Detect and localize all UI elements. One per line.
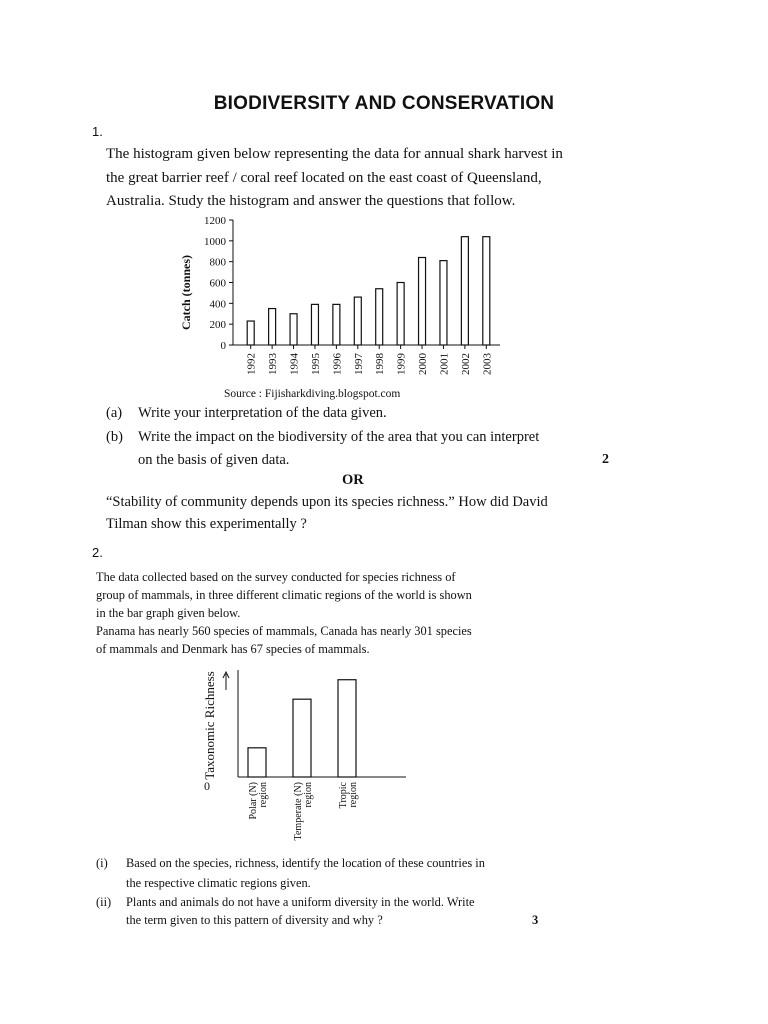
q1-or: OR [342,472,364,488]
chart2-bars [248,680,356,777]
question-2-intro [96,568,546,658]
bar [269,309,276,345]
y-tick-label: 1200 [204,215,226,227]
y-tick-label: 1000 [204,235,226,248]
bar [483,237,490,345]
q2-intro-line: of mammals and Denmark has 67 species of mammals. [96,642,370,656]
x-tick-label: 1994 [288,353,301,375]
x-tick-label: 2003 [481,353,494,375]
q1-intro-line: The histogram given below representing the data for annual shark harvest in [106,146,563,162]
x-tick-label: 1995 [309,353,322,375]
q1-part-a-label: (a) [106,405,123,421]
bar [338,680,356,777]
y-axis-title: Catch (tonnes) [179,255,193,330]
bar [354,297,361,345]
x-tick-label: 1992 [245,353,258,375]
q1-intro-line: Australia. Study the histogram and answer the questions that follow. [106,193,516,209]
x-tick-label: 1997 [352,353,365,375]
q2-intro-line: in the bar graph given below. [96,606,241,620]
x-tick-label: region [348,782,359,808]
q1-part-b-text-cont: on the basis of given data. [138,452,290,468]
bar [248,748,266,777]
q2-intro-line: The data collected based on the survey conducted for species richness of [96,570,456,584]
shark-harvest-chart [170,208,510,396]
x-tick-label: region [303,782,314,808]
chart-source: Source : Fijisharkdiving.blogspot.com [224,388,401,400]
q1-alt-question-cont: Tilman show this experimentally ? [106,516,307,532]
q2-part-ii-label: (ii) [96,895,112,909]
x-tick-label: 1999 [395,353,408,375]
x-tick-label: 1998 [374,353,387,375]
x-tick-label: 2002 [459,353,472,375]
q2-part-i-label: (i) [96,856,108,870]
bar [461,237,468,345]
x-tick-label: 2000 [417,353,430,375]
question-2-number: 2. [92,545,103,560]
x-tick-label: Tropic [338,782,349,809]
q1-marks: 2 [602,452,609,467]
q2-part-i-text-cont: the respective climatic regions given. [126,876,311,890]
q2-intro-line: Panama has nearly 560 species of mammals, Canada has nearly 301 species [96,624,472,638]
question-1-intro [106,143,626,214]
y-tick-label: 200 [209,319,226,332]
chart2-labels [202,671,359,840]
q2-marks: 3 [532,913,539,927]
q1-intro-line: the great barrier reef / coral reef located on the east coast of Queensland, [106,169,542,186]
chart1-bars [247,237,490,345]
y-tick-label: 800 [209,256,226,269]
bar [440,261,447,345]
q2-part-i-text: Based on the species, richness, identify the location of these countries in [126,856,485,870]
q1-part-a-text: Write your interpretation of the data given. [138,405,387,421]
y-tick-label: 0 [220,340,226,352]
bar [247,321,254,345]
x-tick-label: region [258,782,269,808]
y-tick-label: 600 [209,277,226,290]
x-tick-label: 1993 [267,353,280,375]
taxonomic-richness-chart [196,660,416,860]
page-title: BIODIVERSITY AND CONSERVATION [213,93,555,114]
x-tick-label: Polar (N) [248,782,259,820]
y-axis-title: Taxonomic Richness [202,671,217,780]
x-tick-label: 2001 [438,353,451,375]
q1-part-b-text: Write the impact on the biodiversity of the area that you can interpret [138,429,540,445]
bar [293,699,311,777]
question-1-number: 1. [92,124,103,139]
origin-label: 0 [204,779,210,793]
x-tick-label: Temperate (N) [293,782,304,841]
bar [290,314,297,345]
bar [397,283,404,346]
x-tick-label: 1996 [331,353,344,375]
bar [333,304,340,345]
q2-part-ii-text: Plants and animals do not have a uniform diversity in the world. Write [126,895,475,909]
bar [419,258,426,346]
q2-intro-line: group of mammals, in three different climatic regions of the world is shown [96,588,472,602]
y-tick-label: 400 [209,298,226,311]
q1-alt-question: “Stability of community depends upon its species richness.” How did David [106,494,548,510]
q1-part-b-label: (b) [106,429,123,445]
q2-part-ii-text-cont: the term given to this pattern of diversity and why ? [126,913,383,927]
bar [376,289,383,345]
bar [311,304,318,345]
